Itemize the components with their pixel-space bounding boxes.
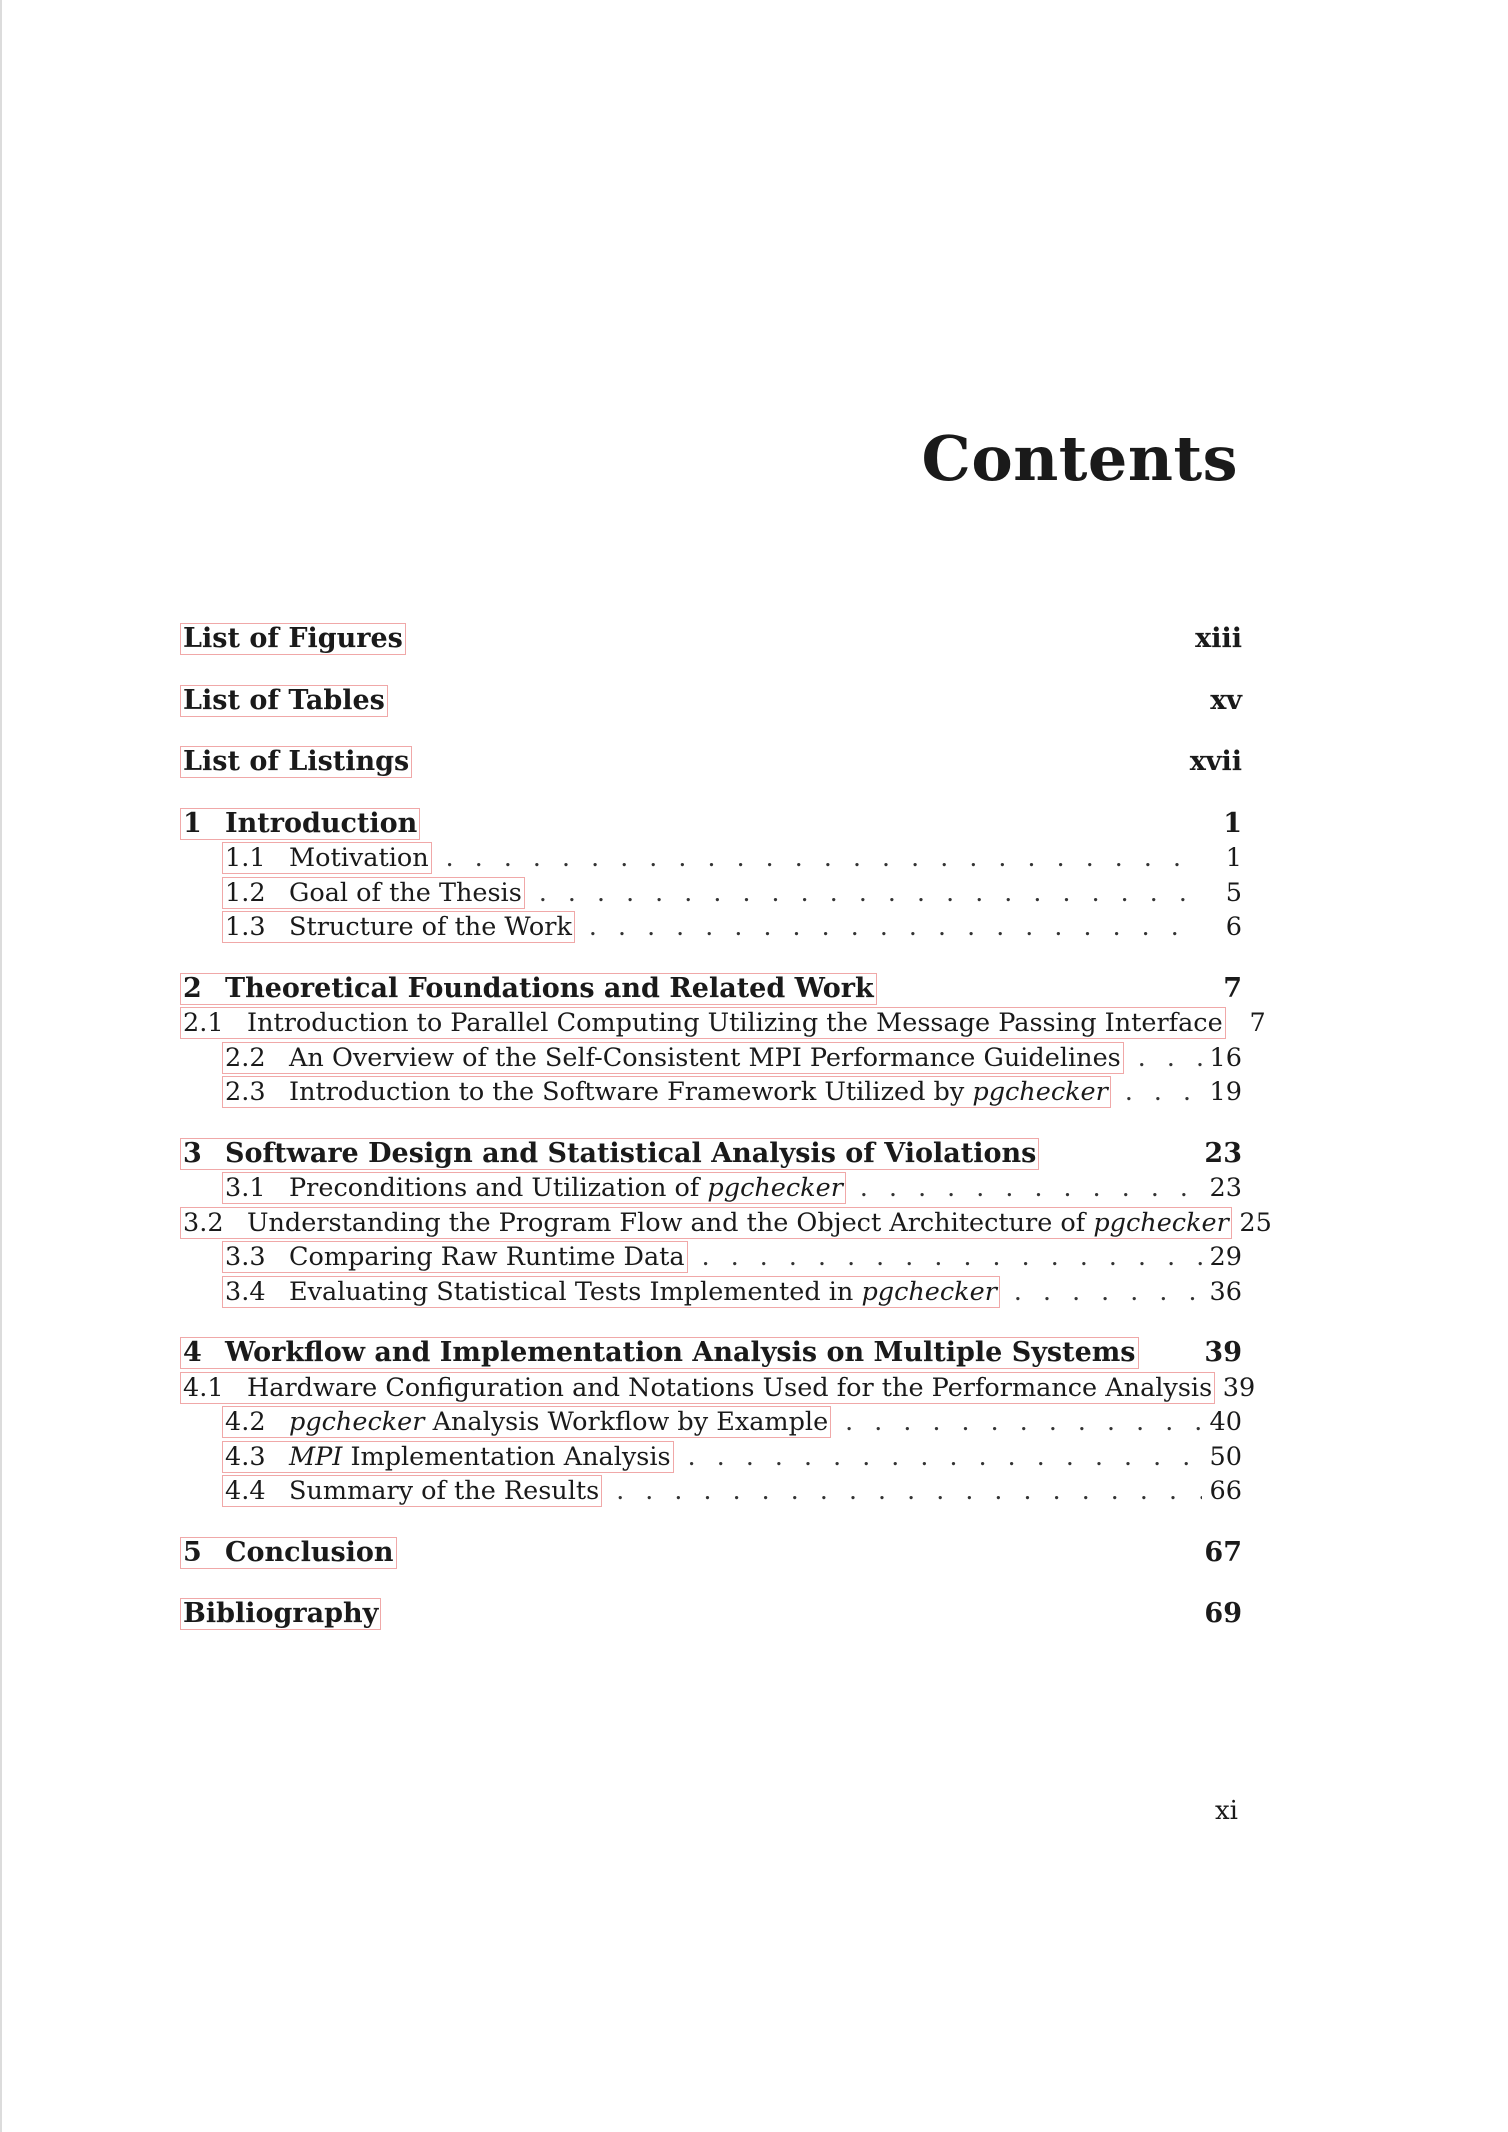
toc-section-link[interactable] — [222, 1172, 846, 1204]
dot-leader — [831, 1405, 1202, 1440]
toc-entry-title-italic: pgchecker — [1093, 1207, 1229, 1238]
toc-page-number: 23 — [1209, 1173, 1242, 1203]
toc-entry-number: 5 — [183, 1536, 202, 1568]
toc-entry-number: 3.2 — [183, 1207, 224, 1238]
toc-chapter-link[interactable] — [180, 1138, 1039, 1170]
toc-entry-number: 2.1 — [183, 1008, 224, 1038]
toc-entry-title-text: List of Tables — [183, 684, 385, 716]
toc-entry-title-italic: pgchecker — [972, 1077, 1108, 1107]
toc-entry-number: 4.3 — [225, 1441, 266, 1472]
toc-gap — [180, 945, 1242, 972]
toc-entry-title — [183, 686, 385, 716]
toc-entry-title-text: Analysis Workflow by Example — [424, 1407, 829, 1437]
toc-entry-number: 3.1 — [225, 1173, 266, 1203]
toc-entry-title-text: Goal of the Thesis — [289, 877, 522, 908]
toc-entry-title-text: Introduction to Parallel Computing Utilizing the Message Passing Interface — [247, 1008, 1223, 1038]
toc-section-row — [180, 1075, 1242, 1110]
dot-leader — [688, 1240, 1202, 1275]
page-title: Contents — [921, 422, 1238, 495]
toc-entry-title — [289, 1407, 828, 1437]
toc-entry-title — [289, 1242, 685, 1272]
toc-entry-title-italic: pgchecker — [861, 1276, 997, 1307]
toc-gap — [180, 1309, 1242, 1336]
toc-chapter-row — [180, 1597, 1242, 1632]
dot-leader — [1124, 1041, 1202, 1076]
toc-entry-number: 4.1 — [183, 1372, 224, 1403]
toc-page-number: 7 — [1249, 1008, 1266, 1038]
toc-chapter-row — [180, 1137, 1242, 1172]
toc-gap — [180, 657, 1242, 684]
toc-entry-title-italic: MPI — [289, 1441, 343, 1472]
toc-section-row — [180, 876, 1242, 911]
toc-entry-number: 1.2 — [225, 877, 266, 908]
toc-entry-title — [225, 974, 874, 1004]
toc-entry-title — [225, 809, 417, 839]
toc-entry-title — [289, 1043, 1121, 1073]
toc-entry-title — [247, 1373, 1212, 1403]
toc-entry-title — [225, 1538, 394, 1568]
toc-chapter-link[interactable] — [180, 623, 406, 655]
toc-entry-title-text: Conclusion — [225, 1536, 394, 1568]
toc-entry-number: 1 — [183, 807, 202, 839]
toc-chapter-link[interactable] — [180, 808, 420, 840]
toc-entry-title-text: Implementation Analysis — [342, 1441, 671, 1472]
toc-page-number: 1 — [1223, 807, 1242, 839]
toc-section-row — [180, 910, 1242, 945]
toc-page-number: 39 — [1222, 1372, 1256, 1403]
toc-entry-number: 4.2 — [225, 1407, 266, 1437]
toc-section-row — [180, 841, 1242, 876]
toc-entry-title-text: Evaluating Statistical Tests Implemented in — [289, 1276, 862, 1307]
toc-section-row — [180, 1240, 1242, 1275]
toc-page-number: 29 — [1209, 1242, 1242, 1272]
toc-section-link[interactable] — [222, 1441, 674, 1473]
toc-chapter-link[interactable] — [180, 1337, 1139, 1369]
toc-entry-title-text: Bibliography — [183, 1598, 379, 1629]
toc-chapter-row — [180, 1336, 1242, 1371]
toc-page-number: 16 — [1209, 1042, 1242, 1073]
toc-entry-title-text: Preconditions and Utilization of — [289, 1173, 708, 1203]
toc-entry-number: 3 — [183, 1137, 202, 1169]
toc-page-number: 36 — [1209, 1276, 1242, 1307]
toc-entry-number: 2 — [183, 972, 202, 1004]
dot-leader — [846, 1171, 1202, 1206]
toc-entry-title — [247, 1208, 1229, 1238]
toc-page-number: 40 — [1209, 1407, 1242, 1437]
toc-section-link[interactable] — [222, 1406, 831, 1438]
toc-section-row — [180, 1371, 1256, 1406]
toc-entry-title-text: Motivation — [289, 843, 429, 873]
toc-page-number: xiii — [1195, 623, 1242, 654]
toc-section-link[interactable] — [180, 1372, 1215, 1404]
toc-entry-title-text: An Overview of the Self-Consistent MPI Performance Guidelines — [289, 1042, 1121, 1073]
toc-entry-title — [289, 1077, 1108, 1107]
toc-section-link[interactable] — [222, 1475, 602, 1507]
toc-chapter-row — [180, 807, 1242, 842]
toc-entry-title — [183, 747, 409, 777]
toc-entry-title-text: List of Figures — [183, 623, 403, 654]
toc-entry-number: 3.3 — [225, 1242, 266, 1272]
page-number: xi — [1215, 1796, 1238, 1826]
toc-chapter-row — [180, 745, 1242, 780]
toc-page-number: 67 — [1204, 1536, 1242, 1568]
toc-entry-title — [225, 1338, 1136, 1368]
toc-entry-title-italic: pgchecker — [289, 1407, 425, 1437]
toc-chapter-row — [180, 1536, 1242, 1571]
toc-section-link[interactable] — [180, 1007, 1226, 1039]
dot-leader — [602, 1474, 1202, 1509]
toc-entry-number: 2.3 — [225, 1077, 266, 1107]
toc-entry-title-text: Understanding the Program Flow and the Object Architecture of — [247, 1207, 1094, 1238]
dot-leader — [432, 841, 1202, 876]
toc-chapter-row — [180, 972, 1242, 1007]
toc-entry-title-text: Introduction — [225, 807, 418, 839]
toc-entry-number: 4.4 — [225, 1476, 266, 1506]
toc-page-number: xv — [1210, 684, 1242, 716]
toc-page-number: 6 — [1225, 912, 1242, 942]
toc-section-link[interactable] — [222, 842, 432, 874]
toc-section-link[interactable] — [180, 1207, 1232, 1239]
toc-page-number: 69 — [1204, 1598, 1242, 1629]
toc-entry-title — [183, 624, 403, 654]
toc-entry-title-text: Comparing Raw Runtime Data — [289, 1242, 685, 1272]
toc-chapter-link[interactable] — [180, 1537, 397, 1569]
toc-page-number: 5 — [1225, 877, 1242, 908]
toc-entry-number: 2.2 — [225, 1042, 266, 1073]
toc-chapter-link[interactable] — [180, 1598, 381, 1630]
toc-entry-title — [289, 843, 429, 873]
toc-entry-title-text: Structure of the Work — [289, 912, 572, 942]
toc-section-row — [180, 1474, 1242, 1509]
dot-leader — [674, 1440, 1202, 1475]
toc-page-number: xvii — [1189, 746, 1242, 777]
toc-entry-title — [183, 1599, 378, 1629]
toc-section-row — [180, 1440, 1242, 1475]
toc-entry-title-text: Theoretical Foundations and Related Work — [225, 972, 874, 1004]
toc-entry-title — [289, 1476, 599, 1506]
toc-entry-title — [289, 878, 522, 908]
toc-section-link[interactable] — [222, 1276, 1000, 1308]
toc-section-link[interactable] — [222, 1076, 1111, 1108]
toc-gap — [180, 1570, 1242, 1597]
dot-leader — [1111, 1075, 1202, 1110]
toc-page-number: 66 — [1209, 1476, 1242, 1506]
toc-entry-title-text: Summary of the Results — [289, 1476, 600, 1506]
toc-page-number: 19 — [1209, 1077, 1242, 1107]
toc-gap — [180, 1509, 1242, 1536]
toc-section-link[interactable] — [222, 911, 575, 943]
toc-gap — [180, 718, 1242, 745]
dot-leader — [575, 910, 1202, 945]
toc-page-number: 23 — [1204, 1137, 1242, 1169]
toc-section-link[interactable] — [222, 877, 525, 909]
toc-entry-title-text: Workflow and Implementation Analysis on Multiple Systems — [225, 1337, 1136, 1368]
toc-page-number: 39 — [1204, 1337, 1242, 1368]
toc-entry-title-italic: pgchecker — [707, 1173, 843, 1203]
toc-chapter-link[interactable] — [180, 973, 877, 1005]
toc-chapter-row — [180, 684, 1242, 719]
toc-page-number: 25 — [1239, 1207, 1272, 1238]
toc-entry-title-text: Software Design and Statistical Analysis of Violations — [225, 1137, 1037, 1169]
toc-gap — [180, 780, 1242, 807]
toc-entry-title — [289, 1277, 997, 1307]
toc-entry-title — [289, 1442, 671, 1472]
toc-chapter-link[interactable] — [180, 746, 412, 778]
toc-page-number: 7 — [1223, 972, 1242, 1004]
toc-section-link[interactable] — [222, 1042, 1124, 1074]
toc-entry-title-text: Hardware Configuration and Notations Used for the Performance Analysis — [247, 1372, 1213, 1403]
toc-entry-title — [289, 912, 572, 942]
toc-page-number: 50 — [1209, 1441, 1242, 1472]
toc-section-row — [180, 1041, 1242, 1076]
toc-chapter-link[interactable] — [180, 685, 388, 717]
toc-entry-title — [247, 1008, 1223, 1038]
toc-page-number: 1 — [1225, 843, 1242, 873]
toc-section-row — [180, 1405, 1242, 1440]
toc-section-row — [180, 1171, 1242, 1206]
toc-entry-number: 1.1 — [225, 843, 266, 873]
toc-section-row — [180, 1206, 1272, 1241]
toc-entry-title — [289, 1173, 843, 1203]
dot-leader — [525, 876, 1202, 911]
toc-entry-number: 3.4 — [225, 1276, 266, 1307]
toc-section-link[interactable] — [222, 1241, 688, 1273]
toc-entry-title-text: List of Listings — [183, 746, 410, 777]
toc-entry-number: 4 — [183, 1337, 202, 1368]
dot-leader — [1000, 1275, 1202, 1310]
toc-section-row — [180, 1006, 1266, 1041]
toc-entry-title-text: Introduction to the Software Framework Utilized by — [289, 1077, 973, 1107]
toc-section-row — [180, 1275, 1242, 1310]
toc-gap — [180, 1110, 1242, 1137]
toc-entry-number: 1.3 — [225, 912, 266, 942]
toc-entry-title — [225, 1139, 1036, 1169]
table-of-contents — [180, 622, 1272, 1632]
toc-chapter-row — [180, 622, 1242, 657]
